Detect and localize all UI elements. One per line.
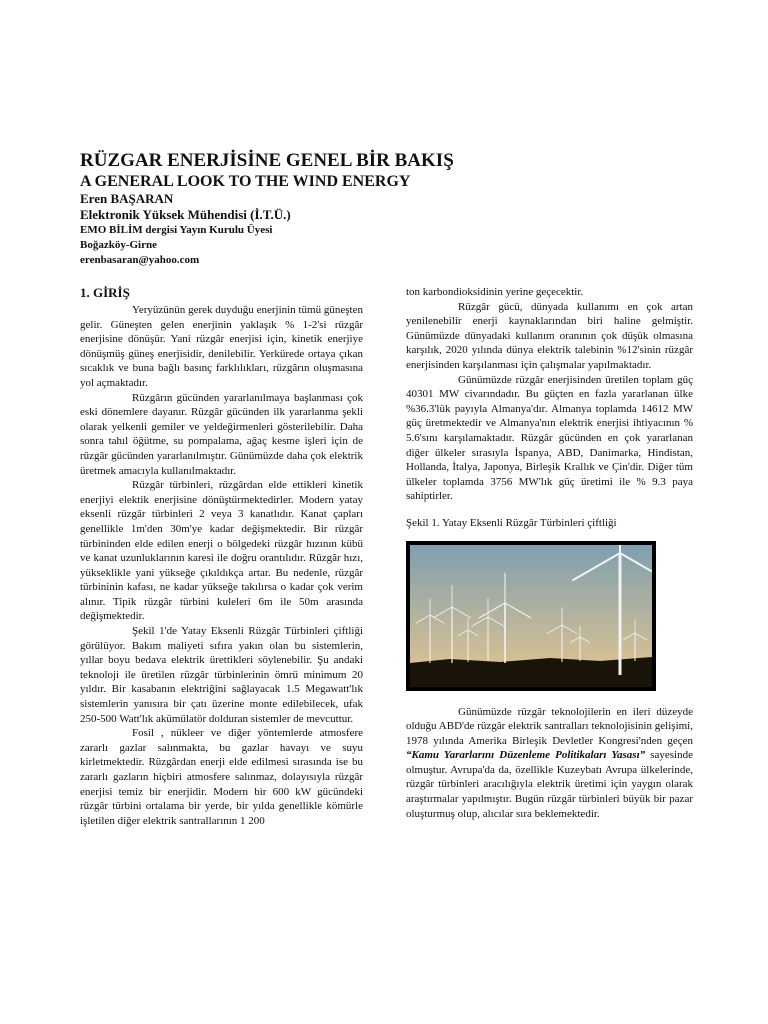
author-affiliation: Elektronik Yüksek Mühendisi (İ.T.Ü.) [80,207,291,222]
right-column [406,285,693,821]
paragraph: Rüzgâr gücü, dünyada kullanımı en çok artan yenilenebilir enerji kaynaklarından biri haline gelmiştir. Günümüzde dünyadaki kullanım oranının çok düşük olmasına karşılık, 2020 yılında dünya elektrik talebinin %12'sinin rüzgâr enerjisinden karşılanması için çalışmalar yapılmaktadır. [406,300,693,371]
title-english: A GENERAL LOOK TO THE WIND ENERGY [80,173,411,190]
law-name: “Kamu Yararlarını Düzenleme Politikaları Yasası” [406,749,646,762]
paragraph: Günümüzde rüzgâr enerjisinden üretilen toplam güç 40301 MW civarındadır. Bu güçten en fazla yararlanan ülke %36.3'lük payıyla Almanya'dır. Almanya toplamda 14612 MW güç üretmektedir ve Almanya'nın elektrik enerjisi ihtiyacının % 5.6'sını karşılamaktadır. Rüzgâr gücünden en çok yararlanan diğer ülkeler sırasıyla İspanya, ABD, Danimarka, Hindistan, Hollanda, İtalya, Japonya, Birleşik Krallık ve Çin'dir. Diğer tüm ülkeler toplamda 3756 MW'lık güç üretimi ile % 9.3 paya sahiptirler. [406,373,693,503]
paragraph: Fosil , nükleer ve diğer yöntemlerde atmosfere zararlı gazlar salınmakta, bu gazlar havayı ve suyu kirletmektedir. Rüzgârdan enerji elde edilmesi sırasında ise bu zararlı gazların hiçbiri atmosfere salınmaz, dolayısıyla rüzgâr enerjisi temiz bir enerjidir. Modern bir 600 kW gücündeki rüzgâr türbini ortalama bir yerde, bir yılda genellikle kömürle işletilen diğer elektrik santrallarının 1 200 [80,727,363,827]
author-email: erenbasaran@yahoo.com [80,254,200,266]
paragraph: Şekil 1'de Yatay Eksenli Rüzgâr Türbinleri çiftliği görülüyor. Bakım maliyeti sıfıra yakın olan bu sistemlerin, yıllar boyu bedava elektrik ürettikleri söylenebilir. Şu andaki teknoloji ile üretilen rüzgâr türbinlerinin ömrü minimum 20 yıldır. Bir kasabanın elektriğini sağlayacak 1.5 Megawatt'lık sistemlerin yanısıra bir çatı üzerine monte edilebilecek, ufak 250-500 Watt'lık akümülatör dolduran sistemler de mevcuttur. [80,625,363,725]
title-turkish: RÜZGAR ENERJİSİNE GENEL BİR BAKIŞ [80,150,454,171]
left-column [80,285,363,828]
paragraph: Rüzgâr türbinleri, rüzgârdan elde ettikleri kinetik enerjiyi elektik enerjisine dönüştürmektedirler. Modern yatay eksenli rüzgâr türbinleri 2 veya 3 kanatlıdır. Kanat çapları genellikle 1m'den 30m'ye kadar değişmektedir. Bir rüzgâr türbininden elde edilen enerji o bölgedeki rüzgâr hızının kübü ve kanat uzunluklarının karesi ile doğru orantılıdır. Rüzgâr hızı, yükseklikle yani yükseğe çıkıldıkça artar. Bu nedenle, rüzgâr türbininin kafası, ne kadar yükseğe takılırsa o kadar çok verim alınır. Tipik rüzgâr türbini kuleleri 6m ile 50m arasında değişmektedir. [80,479,363,623]
paragraph-start: Günümüzde rüzgâr teknolojilerin en ileri düzeyde olduğu ABD'de rüzgâr elektrik santralları teknolojisinin gelişimi, 1978 yılında Amerika Birleşik Devletler Kongresi'nden geçen [406,705,693,747]
author-role: EMO BİLİM dergisi Yayın Kurulu Üyesi [80,224,273,236]
paragraph: Yeryüzünün gerek duyduğu enerjinin tümü güneşten gelir. Güneşten gelen enerjinin yaklaşık % 1-2'si rüzgâr enerjisine dönüşür. Yani rüzgâr enerjisi için, kinetik enerjiye dönüşmüş güneş enerjisidir, denilebilir. Yerkürede ortaya çıkan sıcaklık ve buna bağlı basınç farklılıkları, rüzgârın oluşmasına yol açmaktadır. [80,304,363,389]
paragraph [406,705,693,822]
section-title: 1. GİRİŞ [80,285,130,300]
wind-farm-illustration [410,545,652,687]
wind-farm-photo [406,541,656,691]
author-location: Boğazköy-Girne [80,239,157,251]
figure-caption: Şekil 1. Yatay Eksenli Rüzgâr Türbinleri çiftliği [406,516,617,529]
paper-header [80,150,700,268]
paragraph: Rüzgârın gücünden yararlanılmaya başlanması çok eski dönemlere dayanır. Rüzgâr gücünden ilk yararlanma şekli olarak yelkenli gemiler ve yeldeğirmenleri gösterilebilir. Daha sonra tahıl öğütme, su pompalama, ağaç kesme işleri için de rüzgâr gücünden yararlanılmıştır. Günümüzde daha çok elektrik üretmek amacıyla kullanılmaktadır. [80,391,363,477]
paragraph: ton karbondioksidinin yerine geçecektir. [406,286,584,298]
author-name: Eren BAŞARAN [80,191,174,206]
paragraph-end: sayesinde olmuştur. Avrupa'da da, özellikle Kuzeybatı Avrupa ülkelerinde, rüzgâr türbinleri aracılığıyla elektrik üretimi için yaygın olarak araştırmalar yapılmıştır. Bugün rüzgâr türbinleri büyük bir pazar oluşturmuş olup, alıcılar sıra beklemektedir. [406,749,693,820]
ground [410,657,652,687]
